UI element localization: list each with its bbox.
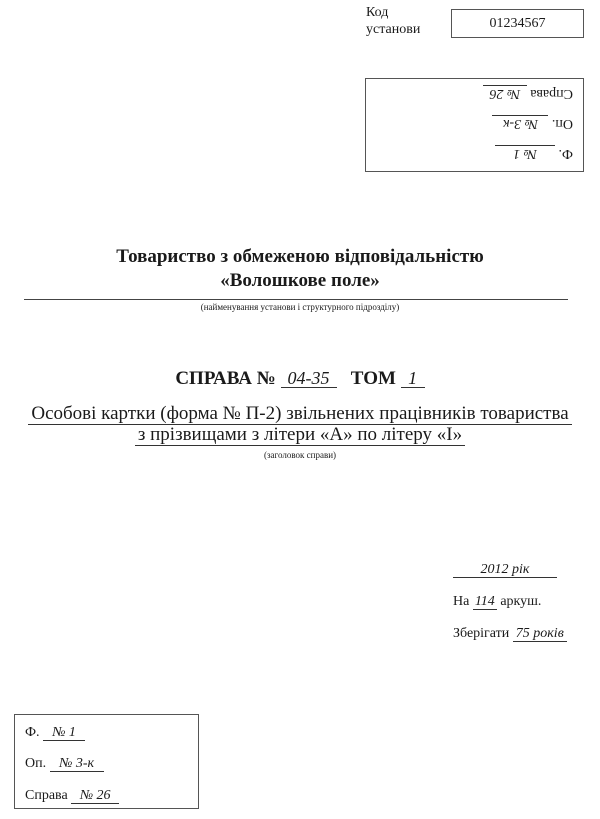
card-fond-row <box>25 725 85 741</box>
case-title <box>0 367 600 391</box>
retention-value: 75 років <box>513 627 567 642</box>
archive-card-rotated <box>365 78 584 172</box>
opys-value: № 3-к <box>492 115 548 130</box>
fond-value: № 1 <box>43 726 85 741</box>
card-fond-row <box>495 145 573 161</box>
organization-line2: «Волошкове поле» <box>220 270 380 291</box>
year-value: 2012 рік <box>453 563 557 578</box>
case-heading-line2: з прізвищами з літери «А» по літеру «І» <box>135 424 465 446</box>
code-label-line2: установи <box>366 22 421 37</box>
card-sprava-row <box>25 788 119 804</box>
sheets-prefix: На <box>453 594 470 609</box>
sheets-value: 114 <box>473 595 497 610</box>
volume-label: ТОМ <box>350 368 396 389</box>
opys-value: № 3-к <box>50 757 104 772</box>
sprava-value: № 26 <box>71 789 119 804</box>
fond-label: Ф. <box>25 725 40 740</box>
case-number: 04-35 <box>281 369 337 388</box>
fond-label: Ф. <box>558 146 573 161</box>
sheets-suffix: аркуш. <box>500 594 542 609</box>
card-opys-row <box>492 115 573 131</box>
code-label-line1: Код <box>366 5 389 20</box>
card-opys-row <box>25 756 104 772</box>
organization-name <box>0 245 600 293</box>
card-sprava-row <box>483 85 573 101</box>
retention-prefix: Зберігати <box>453 626 510 641</box>
archive-card <box>14 714 199 809</box>
sprava-label: Справа <box>530 86 573 101</box>
sheets-row <box>453 594 541 610</box>
opys-label: Оп. <box>25 756 47 771</box>
opys-label: Оп. <box>551 116 573 131</box>
fond-value: № 1 <box>495 145 555 160</box>
organization-line1: Товариство з обмеженою відповідальністю <box>116 246 484 267</box>
case-label: СПРАВА № <box>175 368 276 389</box>
year-row <box>453 562 557 578</box>
volume-number: 1 <box>401 369 425 388</box>
case-heading-line1: Особові картки (форма № П-2) звільнених працівників товариства <box>28 403 571 425</box>
organization-underline <box>24 299 568 300</box>
sprava-value: № 26 <box>483 85 527 100</box>
sprava-label: Справа <box>25 788 68 803</box>
institution-code-box: 01234567 <box>451 9 584 38</box>
case-heading <box>0 403 600 445</box>
case-heading-caption: (заголовок справи) <box>263 450 337 460</box>
institution-code-label <box>366 4 446 38</box>
retention-row <box>453 626 567 642</box>
organization-caption: (найменування установи і структурного підрозділу) <box>200 302 400 312</box>
